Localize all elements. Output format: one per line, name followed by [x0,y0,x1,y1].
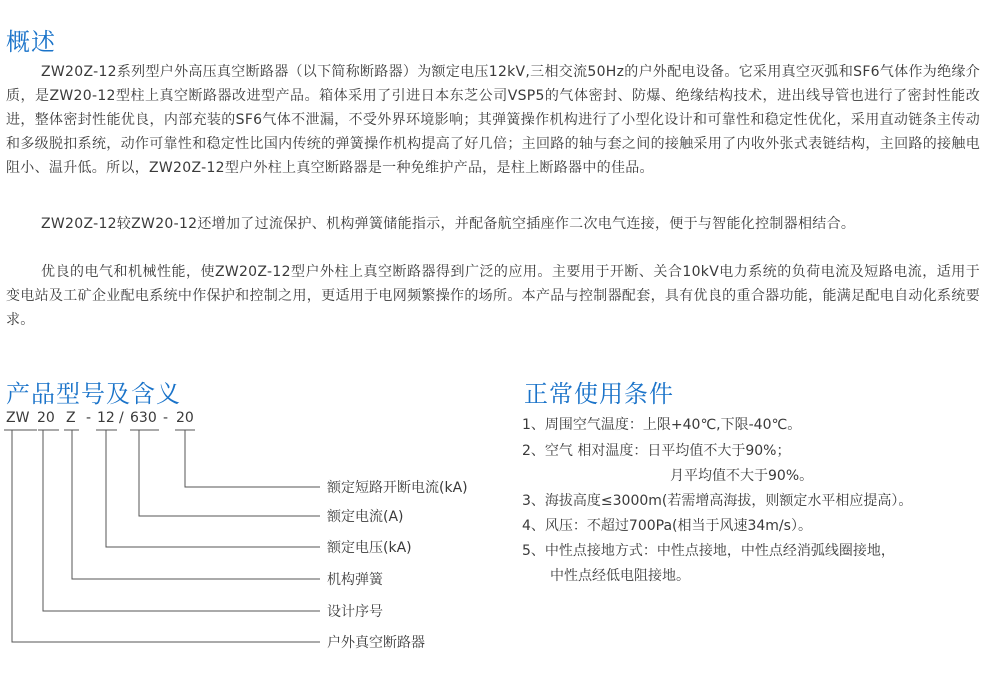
model-title: 产品型号及含义 [6,380,181,408]
code-dash-2: - [163,410,169,426]
condition-item: 1、周围空气温度：上限+40℃,下限-40℃。 [522,417,802,433]
overview-paragraph-2: ZW20Z-12较ZW20-12还增加了过流保护、机构弹簧储能指示，并配备航空插座作二次电气连接，便于与智能化控制器相结合。 [41,216,856,232]
meaning-rated-current: 额定电流(A) [327,509,404,525]
code-zw: ZW [6,410,30,426]
model-code-diagram [0,410,500,670]
code-20-current: 20 [176,410,194,426]
condition-item: 3、海拔高度≤3000m(若需增高海拔，则额定水平相应提高）。 [522,493,913,509]
code-slash: / [119,410,124,426]
code-dash-1: - [86,410,92,426]
condition-item: 2、空气 相对温度：日平均值不大于90%； [522,443,791,459]
code-z: Z [66,410,76,426]
code-12: 12 [97,410,115,426]
overview-title: 概述 [6,28,56,56]
model-connector-lines [0,410,330,650]
condition-item: 5、中性点接地方式：中性点接地，中性点经消弧线圈接地， [522,543,895,559]
code-630: 630 [130,410,157,426]
conditions-title: 正常使用条件 [524,380,674,408]
overview-paragraph-3: 优良的电气和机械性能，使ZW20Z-12型户外柱上真空断路器得到广泛的应用。主要用于开断、关合10kV电力系统的负荷电流及短路电流，适用于变电站及工矿企业配电系统中作保护和控制之用，更适用于电网频繁操作的场所。本产品与控制器配套，具有优良的重合器功能，能满足配电自动化系统要求。 [6,264,980,328]
overview-paragraph-1: ZW20Z-12系列型户外高压真空断路器（以下简称断路器）为额定电压12kV,三相交流50Hz的户外配电设备。它采用真空灭弧和SF6气体作为绝缘介质，是ZW20-12型柱上真空断路器改进型产品。箱体采用了引进日本东芝公司VSP5的气体密封、防爆、绝缘结构技术，进出线导管也进行了密封性能改进，整体密封性能优良，内部充装的SF6气体不泄漏，不受外界环境影响；其弹簧操作机构进行了小型化设计和可靠性和稳定性优化，采用直动链条主传动和多级脱扣系统，动作可靠性和稳定性比国内传统的弹簧操作机构提高了好几倍；主回路的轴与套之间的接触采用了内收外张式表链结构，主回路的接触电阻小、温升低。所以，ZW20Z-12型户外柱上真空断路器是一种免维护产品，是柱上断路器中的佳品。 [6,64,980,176]
meaning-outdoor-vacuum-breaker: 户外真空断路器 [327,635,425,651]
meaning-design-number: 设计序号 [327,604,383,620]
code-20: 20 [37,410,55,426]
condition-item: 4、风压：不超过700Pa(相当于风速34m/s）。 [522,518,812,534]
meaning-rated-voltage: 额定电压(kA) [327,540,412,556]
meaning-spring-mechanism: 机构弹簧 [327,572,383,588]
meaning-breaking-current: 额定短路开断电流(kA) [327,480,468,496]
condition-item: 月平均值不大于90%。 [670,468,814,484]
condition-item: 中性点经低电阻接地。 [550,568,690,584]
